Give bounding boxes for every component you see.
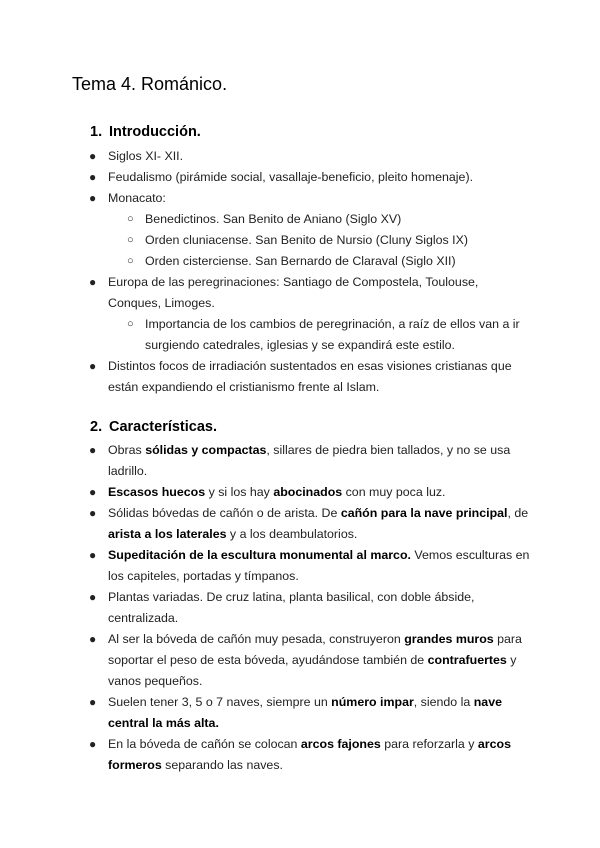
bold-text: Escasos huecos [108,485,206,499]
item-text: Orden cluniacense. San Benito de Nursio (Cluny Siglos IX) [145,233,469,247]
bullet-icon: ● [89,359,97,373]
bold-text: número impar [331,695,414,709]
bullet-icon: ● [89,695,97,709]
list-item [0,734,600,776]
bold-text: arista a los laterales [108,527,227,541]
hollow-bullet-icon: ○ [127,255,134,267]
item-text: Al ser la bóveda de cañón muy pesada, construyeron [108,632,405,646]
item-text: Europa de las peregrinaciones: Santiago de Compostela, Toulouse, Conques, Limoges. [108,275,479,310]
bullet-icon: ● [89,191,97,205]
bold-text: arcos fajones [300,737,381,751]
item-text: Suelen tener 3, 5 o 7 naves, siempre un [108,695,332,709]
list-item [0,272,600,314]
item-text: Distintos focos de irradiación sustentados en esas visiones cristianas que están expandiendo el cristianismo frente al Islam. [108,359,512,394]
section-number: 1. [90,124,103,140]
bold-text: grandes muros [404,632,494,646]
hollow-bullet-icon: ○ [127,213,134,225]
bold-text: contrafuertes [427,653,507,667]
item-text: Obras [108,443,146,457]
item-text: Orden cisterciense. San Bernardo de Claraval (Siglo XII) [145,254,456,268]
item-text: Sólidas bóvedas de cañón o de arista. De [108,506,341,520]
item-text: Monacato: [108,191,166,205]
section-number: 2. [90,419,103,435]
list-item [0,545,600,587]
list-item [0,146,600,167]
bullet-icon: ● [89,275,97,289]
bullet-icon: ● [89,632,97,646]
list-item [0,503,600,545]
item-text: Plantas variadas. De cruz latina, planta basilical, con doble ábside, centralizada. [108,590,475,625]
section-title: Introducción. [109,124,201,140]
section-list-introduccion [0,146,600,398]
item-text: Siglos XI- XII. [108,149,184,163]
section-heading-introduccion [90,124,201,140]
item-text: Benedictinos. San Benito de Aniano (Siglo XV) [145,212,402,226]
item-text: y a los deambulatorios. [226,527,358,541]
bullet-icon: ● [89,443,97,457]
item-text: para reforzarla y [380,737,478,751]
hollow-bullet-icon: ○ [127,234,134,246]
list-item [0,188,600,209]
item-text: y si los hay [205,485,274,499]
item-text: con muy poca luz. [342,485,446,499]
list-item [0,587,600,629]
hollow-bullet-icon: ○ [127,318,134,330]
bold-text: cañón para la nave principal [340,506,508,520]
item-text: En la bóveda de cañón se colocan [108,737,301,751]
item-text: y vanos pequeños. [108,653,517,688]
bullet-icon: ● [89,485,97,499]
document-title: Tema 4. Románico. [72,74,228,94]
sub-list-item [0,251,600,272]
item-text: Vemos esculturas en los capiteles, portadas y tímpanos. [108,548,530,583]
bold-text: abocinados [273,485,343,499]
bullet-icon: ● [89,548,97,562]
section-list-caracteristicas [0,440,600,776]
item-text: , de [507,506,529,520]
sub-list-item [0,209,600,230]
list-item [0,167,600,188]
list-item [0,629,600,692]
section-title: Características. [109,419,218,435]
bold-text: arcos formeros [108,737,511,772]
bold-text: nave central la más alta. [108,695,502,730]
list-item [0,356,600,398]
bullet-icon: ● [89,170,97,184]
bullet-icon: ● [89,737,97,751]
section-heading-caracteristicas [90,419,217,435]
item-text: para soportar el peso de esta bóveda, ayudándose también de [108,632,522,667]
item-text: , siendo la [413,695,474,709]
sub-list-item [0,230,600,251]
bold-text: Supeditación de la escultura monumental al marco. [108,548,411,562]
bullet-icon: ● [89,590,97,604]
item-text: separando las naves. [161,758,283,772]
item-text: Importancia de los cambios de peregrinación, a raíz de ellos van a ir surgiendo catedrales, iglesias y se expandirá este estilo. [145,317,520,352]
list-item [0,482,600,503]
bold-text: sólidas y compactas [145,443,267,457]
item-text: , sillares de piedra bien tallados, y no se usa ladrillo. [108,443,511,478]
sub-list-item [0,314,600,356]
bullet-icon: ● [89,149,97,163]
bullet-icon: ● [89,506,97,520]
item-text: Feudalismo (pirámide social, vasallaje-beneficio, pleito homenaje). [108,170,474,184]
list-item [0,440,600,482]
list-item [0,692,600,734]
